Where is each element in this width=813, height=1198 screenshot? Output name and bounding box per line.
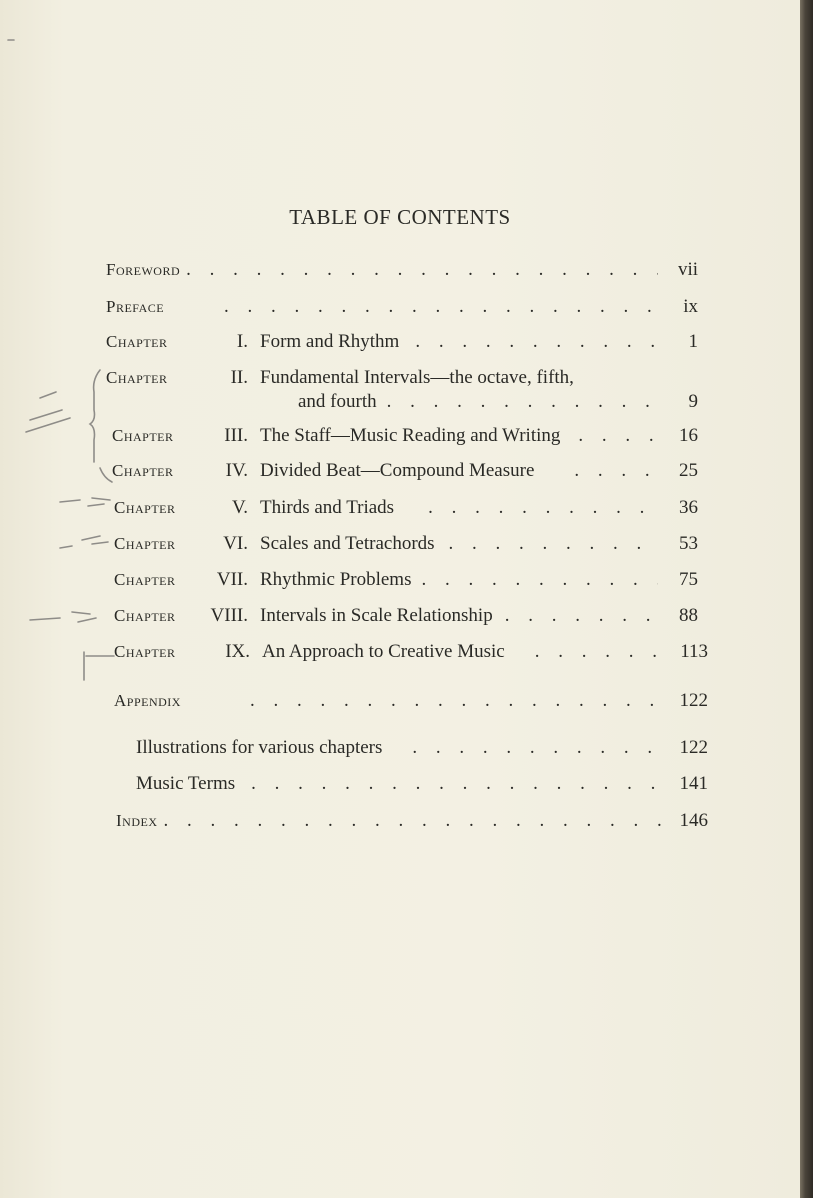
toc-page: 75: [679, 569, 698, 590]
chapter-title: Thirds and Triads: [260, 497, 395, 518]
chapter-numeral: VIII.: [210, 605, 248, 626]
toc-page: 53: [679, 533, 698, 554]
toc-row-chapter-2-cont: [298, 389, 698, 415]
toc-page: 141: [679, 773, 708, 794]
leader-dots: [158, 808, 669, 834]
toc-page: ix: [683, 296, 698, 317]
leader-dots: [411, 567, 658, 593]
chapter-word: Chapter: [114, 606, 176, 625]
leader-dots: [382, 735, 668, 761]
toc-page: 113: [680, 641, 708, 662]
toc-row-chapter-8: [114, 603, 698, 629]
toc-page: 122: [679, 690, 708, 711]
chapter-word: Chapter: [114, 570, 176, 589]
toc-page: 25: [679, 460, 698, 481]
leader-dots: [244, 688, 668, 714]
toc-row-chapter-4: [112, 458, 698, 484]
toc-row-illustrations: [136, 735, 708, 761]
leader-dots: [560, 423, 658, 449]
leader-dots: [399, 329, 658, 355]
toc-label: Foreword: [106, 260, 181, 279]
toc-row-chapter-6: [114, 531, 698, 557]
chapter-numeral: IX.: [225, 641, 250, 662]
toc-page: 36: [679, 497, 698, 518]
toc-row-foreword: [106, 257, 698, 283]
toc-page: 122: [679, 737, 708, 758]
chapter-title: The Staff—Music Reading and Writing: [260, 425, 561, 446]
leader-dots: [505, 639, 668, 665]
leader-dots: [218, 294, 658, 320]
chapter-title: Form and Rhythm: [260, 331, 400, 352]
leader-dots: [235, 771, 668, 797]
chapter-word: Chapter: [106, 368, 168, 387]
chapter-title: Scales and Tetrachords: [260, 533, 435, 554]
toc-row-index: [116, 808, 708, 834]
toc-row-appendix: [114, 688, 708, 714]
chapter-numeral: II.: [230, 367, 248, 388]
toc-page: vii: [677, 259, 698, 280]
chapter-numeral: VI.: [223, 533, 248, 554]
leader-dots: [435, 531, 658, 557]
leader-dots: [180, 257, 658, 283]
chapter-title: Rhythmic Problems: [260, 569, 412, 590]
toc-row-chapter-2: [106, 365, 698, 391]
toc-page: 1: [688, 331, 698, 352]
chapter-title: An Approach to Creative Music: [262, 641, 505, 662]
chapter-title: Divided Beat—Compound Measure: [260, 460, 535, 481]
toc-row-chapter-7: [114, 567, 698, 593]
toc-row-chapter-1: [106, 329, 698, 355]
chapter-word: Chapter: [114, 534, 176, 553]
toc-row-chapter-5: [114, 495, 698, 521]
toc-label: Preface: [106, 297, 165, 316]
leader-dots: [493, 603, 658, 629]
toc-page: 88: [679, 605, 698, 626]
chapter-title: Fundamental Intervals—the octave, fifth,: [260, 367, 574, 388]
chapter-word: Chapter: [106, 332, 168, 351]
toc-label: Illustrations for various chapters: [136, 737, 383, 758]
chapter-word: Chapter: [114, 642, 176, 661]
page-edge-shadow: [800, 0, 813, 1198]
chapter-numeral: VII.: [216, 569, 248, 590]
page-title: TABLE OF CONTENTS: [289, 205, 511, 229]
toc-row-chapter-3: [112, 423, 698, 449]
chapter-word: Chapter: [112, 461, 174, 480]
chapter-word: Chapter: [112, 426, 174, 445]
toc-page: 16: [679, 425, 698, 446]
leader-dots: [534, 458, 658, 484]
toc-page: 146: [679, 810, 708, 831]
toc-row-preface: [106, 294, 698, 320]
chapter-numeral: IV.: [225, 460, 248, 481]
toc-row-chapter-9: [114, 639, 708, 665]
chapter-word: Chapter: [114, 498, 176, 517]
chapter-numeral: V.: [231, 497, 248, 518]
toc-label: Music Terms: [136, 773, 236, 794]
chapter-numeral: III.: [224, 425, 248, 446]
toc-label: Index: [116, 811, 158, 830]
chapter-title-cont: and fourth: [298, 391, 377, 412]
leader-dots: [377, 389, 658, 415]
toc-label: Appendix: [114, 691, 181, 710]
toc-page: 9: [688, 391, 698, 412]
chapter-numeral: I.: [236, 331, 248, 352]
toc-row-music-terms: [136, 771, 708, 797]
leader-dots: [394, 495, 658, 521]
chapter-title: Intervals in Scale Relationship: [260, 605, 493, 626]
